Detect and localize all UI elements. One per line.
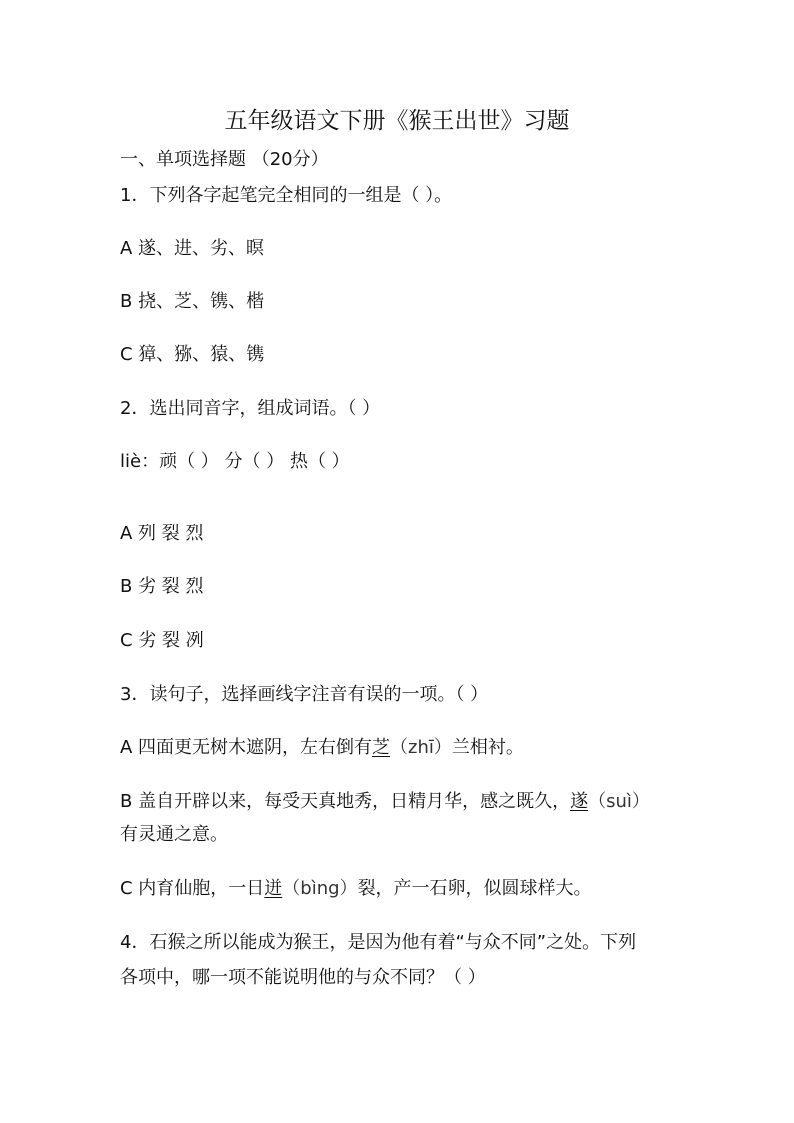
q3-option-c [120,877,592,901]
q2-option-c: C 劣 裂 冽 [120,630,204,651]
q3-a-pinyin: （zhī） [390,737,452,758]
q2-option-b: B 劣 裂 烈 [120,576,204,597]
q3-c-text-end: 裂，产一石卵，似圆球样大。 [357,878,592,899]
q1-stem: 1．下列各字起笔完全相同的一组是（ ）。 [120,185,453,206]
q3-b-pinyin: （suì） [588,791,650,812]
q2-option-a: A 列 裂 烈 [120,523,204,544]
q2-stem: 2．选出同音字，组成词语。（ ） [120,398,381,419]
q4-stem-line1: 4．石猴之所以能成为猴王，是因为他有着“与众不同”之处。下列 [120,932,637,953]
q1-option-c: C 獐、猕、猿、镌 [120,344,265,365]
section-heading: 一、单项选择题 （20分） [120,149,329,170]
q1-option-b: B 挠、芝、镌、楷 [120,291,265,312]
q3-a-text: A 四面更无树木遮阴，左右倒有 [120,737,373,758]
q3-option-b [120,790,650,814]
q3-a-underlined-char: 芝 [372,737,391,758]
q3-c-text: C 内育仙胞，一日 [120,878,265,899]
q4-stem-line2: 各项中，哪一项不能说明他的与众不同？（ ） [120,967,486,988]
q3-c-pinyin: （bìng） [282,878,358,899]
q3-b-underlined-char: 遂 [570,791,589,812]
page-title: 五年级语文下册《猴王出世》习题 [224,108,570,134]
q3-option-a [120,736,524,760]
q3-c-underlined-char: 迸 [264,878,283,899]
q3-stem: 3．读句子，选择画线字注音有误的一项。（ ） [120,684,489,705]
q2-prompt: liè：顽（ ） 分（ ） 热（ ） [120,451,350,472]
q3-b-text: B 盖自开辟以来，每受天真地秀，日精月华，感之既久， [120,791,571,812]
q3-a-text-end: 兰相衬。 [451,737,524,758]
q1-option-a: A 遂、进、劣、暝 [120,238,265,259]
q3-option-b-cont: 有灵通之意。 [120,824,228,845]
